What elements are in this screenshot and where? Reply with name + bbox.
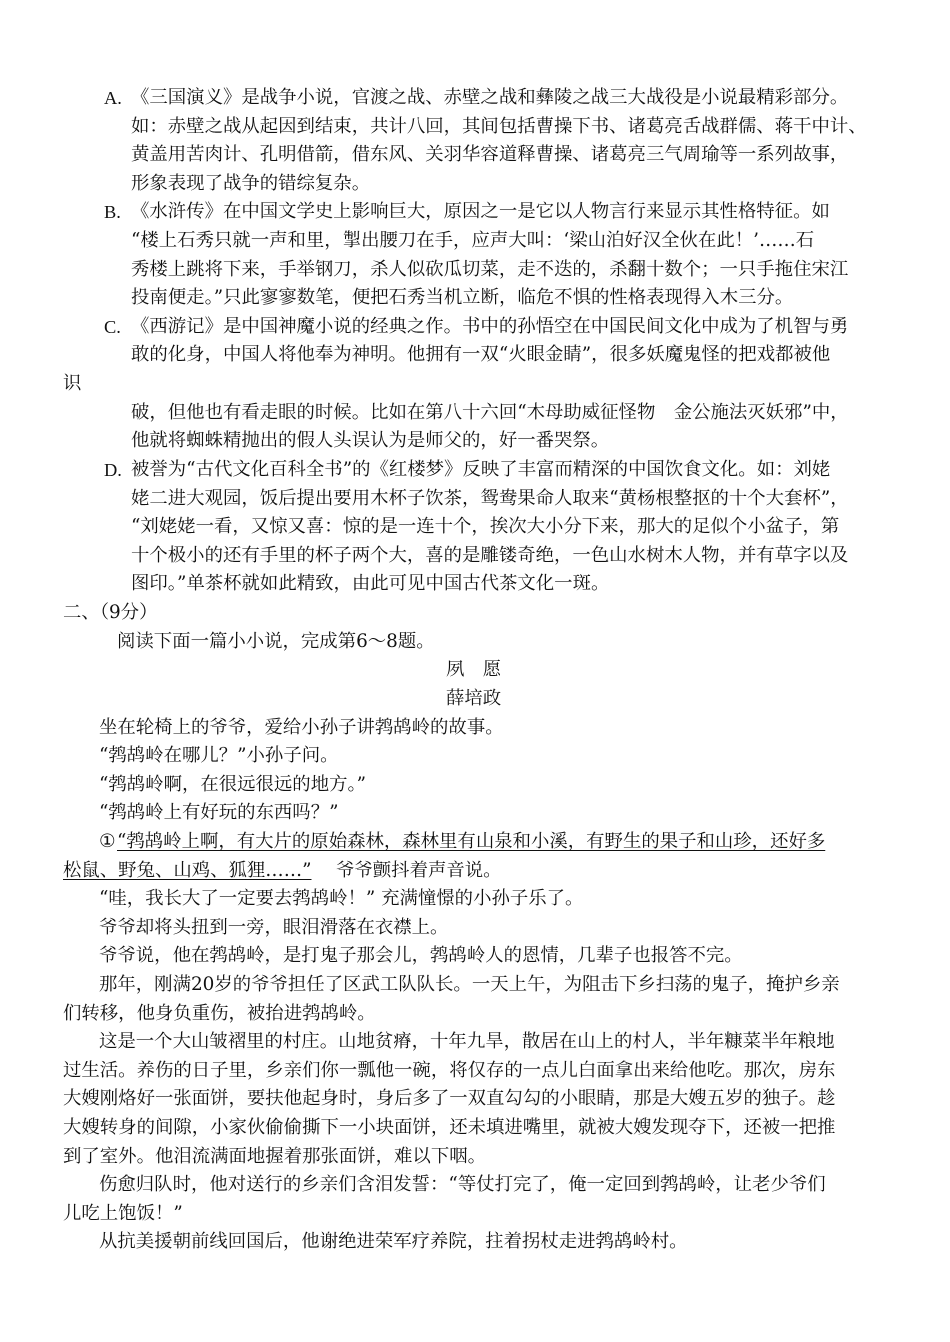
story-paragraph: 大嫂转身的间隙，小家伙偷偷撕下一小块面饼，还未填进嘴里，就被大嫂发现夺下，还被一把推 bbox=[63, 1117, 836, 1138]
story-paragraph: 爷爷说，他在鹁鸪岭，是打鬼子那会儿，鹁鸪岭人的恩情，几辈子也报答不完。 bbox=[99, 945, 743, 966]
section-heading: 二、（9分） bbox=[63, 602, 158, 623]
sentence-marker: ① bbox=[99, 831, 116, 852]
option-d-label: D. bbox=[104, 460, 122, 480]
option-c-line: 破，但他也有看走眼的时候。比如在第八十六回“木母助威征怪物 金公施法灭妖邪”中， bbox=[131, 402, 849, 423]
option-c-line: 他就将蜘蛛精抛出的假人头误认为是师父的，好一番哭祭。 bbox=[131, 430, 610, 451]
story-paragraph: “鹁鸪岭上有好玩的东西吗？” bbox=[99, 802, 339, 823]
story-paragraph: “鹁鸪岭在哪儿？”小孙子问。 bbox=[99, 745, 339, 766]
story-paragraph: 这是一个大山皱褶里的村庄。山地贫瘠，十年九旱，散居在山上的村人，半年糠菜半年粮地 bbox=[99, 1031, 835, 1052]
option-c-label: C. bbox=[104, 317, 121, 337]
story-title: 夙 愿 bbox=[446, 659, 502, 680]
story-paragraph: 那年，刚满20岁的爷爷担任了区武工队队长。一天上午，为阻击下乡扫荡的鬼子，掩护乡亲 bbox=[99, 974, 840, 995]
option-d-line: 被誉为“古代文化百科全书”的《红楼梦》反映了丰富而精深的中国饮食文化。如：刘姥 bbox=[131, 459, 831, 480]
story-paragraph: 到了室外。他泪流满面地握着那张面饼，难以下咽。 bbox=[63, 1146, 486, 1167]
option-a-label: A. bbox=[104, 88, 122, 108]
story-paragraph: 坐在轮椅上的爷爷，爱给小孙子讲鹁鸪岭的故事。 bbox=[99, 717, 504, 738]
option-d-line: 姥二进大观园，饭后提出要用木杯子饮茶，鸳鸯果命人取来“黄杨根整抠的十个大套杯”， bbox=[131, 488, 849, 509]
option-c-line: 识 bbox=[63, 373, 82, 394]
option-d-line: 十个极小的还有手里的杯子两个大，喜的是雕镂奇绝，一色山水树木人物，并有草字以及 bbox=[131, 545, 849, 566]
option-a-line: 《三国演义》是战争小说，官渡之战、赤壁之战和彝陵之战三大战役是小说最精彩部分。 bbox=[131, 87, 849, 108]
option-b-line: “楼上石秀只就一声和里，掣出腰刀在手，应声大叫：‘梁山泊好汉全伙在此！’……石 bbox=[131, 230, 815, 251]
option-a-line: 形象表现了战争的错综复杂。 bbox=[131, 173, 371, 194]
option-b-line: 投南便走。”只此寥寥数笔，便把石秀当机立断，临危不惧的性格表现得入木三分。 bbox=[131, 287, 794, 308]
option-b-line: 秀楼上跳将下来，手举钢刀，杀人似砍瓜切菜，走不迭的，杀翻十数个；一只手拖住宋江 bbox=[131, 259, 849, 280]
option-d-line: “刘姥姥一看，又惊又喜：惊的是一连十个，挨次大小分下来，那大的足似个小盆子，第 bbox=[131, 516, 840, 537]
option-a-line: 如：赤壁之战从起因到结束，共计八回，其间包括曹操下书、诸葛亮舌战群儒、蒋干中计、 bbox=[131, 116, 867, 137]
option-c-line: 《西游记》是中国神魔小说的经典之作。书中的孙悟空在中国民间文化中成为了机智与勇 bbox=[131, 316, 849, 337]
story-paragraph: 过生活。养伤的日子里，乡亲们你一瓢他一碗，将仅存的一点儿白面拿出来给他吃。那次，房东 bbox=[63, 1060, 836, 1081]
option-d-line: 图印。”单茶杯就如此精致，由此可见中国古代茶文化一斑。 bbox=[131, 573, 610, 594]
story-paragraph: 爷爷颤抖着声音说。 bbox=[336, 860, 502, 881]
story-paragraph: 伤愈归队时，他对送行的乡亲们含泪发誓：“等仗打完了，俺一定回到鹁鸪岭，让老少爷们 bbox=[99, 1174, 826, 1195]
story-paragraph: “哇，我长大了一定要去鹁鸪岭！” 充满憧憬的小孙子乐了。 bbox=[99, 888, 584, 909]
option-b-label: B. bbox=[104, 202, 121, 222]
story-paragraph: 爷爷却将头扭到一旁，眼泪滑落在衣襟上。 bbox=[99, 917, 449, 938]
underlined-sentence: 松鼠、野兔、山鸡、狐狸……” bbox=[63, 860, 312, 881]
underlined-sentence: “鹁鸪岭上啊，有大片的原始森林，森林里有山泉和小溪，有野生的果子和山珍，还好多 bbox=[117, 831, 826, 852]
story-paragraph: 们转移，他身负重伤，被抬进鹁鸪岭。 bbox=[63, 1003, 376, 1024]
section-instruction: 阅读下面一篇小小说，完成第6～8题。 bbox=[117, 631, 435, 652]
story-paragraph: “鹁鸪岭啊，在很远很远的地方。” bbox=[99, 774, 367, 795]
story-author: 薛培政 bbox=[446, 688, 502, 709]
option-b-line: 《水浒传》在中国文学史上影响巨大，原因之一是它以人物言行来显示其性格特征。如 bbox=[131, 201, 830, 222]
option-c-line: 敢的化身，中国人将他奉为神明。他拥有一双“火眼金睛”，很多妖魔鬼怪的把戏都被他 bbox=[131, 344, 831, 365]
story-paragraph: 大嫂刚烙好一张面饼，要扶他起身时，身后多了一双直勾勾的小眼睛，那是大嫂五岁的独子。趁 bbox=[63, 1088, 836, 1109]
story-paragraph: 儿吃上饱饭！” bbox=[63, 1203, 183, 1224]
story-paragraph: 从抗美援朝前线回国后，他谢绝进荣军疗养院，拄着拐杖走进鹁鸪岭村。 bbox=[99, 1231, 688, 1252]
option-a-line: 黄盖用苦肉计、孔明借箭，借东风、关羽华容道释曹操、诸葛亮三气周瑜等一系列故事， bbox=[131, 144, 849, 165]
